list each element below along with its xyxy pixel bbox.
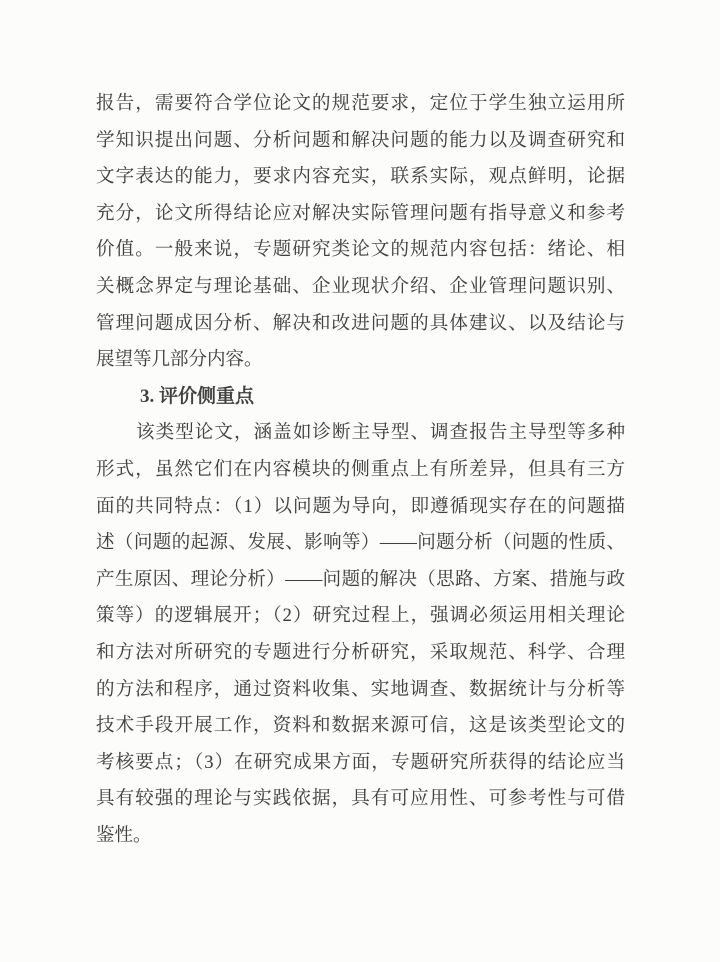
text-line: 面的共同特点：（1）以问题为导向，即遵循现实存在的问题描 [96, 496, 625, 517]
text-line: 技术手段开展工作，资料和数据来源可信，这是该类型论文的 [96, 716, 625, 737]
text-line: 该类型论文，涵盖如诊断主导型、调查报告主导型等多种 [136, 423, 625, 444]
text-block [96, 86, 625, 854]
text-line: 产生原因、理论分析）——问题的解决（思路、方案、措施与政 [96, 569, 625, 590]
text-line: 考核要点；（3）在研究成果方面，专题研究所获得的结论应当 [96, 752, 625, 773]
section-heading: 3. 评价侧重点 [140, 385, 255, 407]
text-line: 和方法对所研究的专题进行分析研究，采取规范、科学、合理 [96, 642, 625, 663]
text-line: 文字表达的能力，要求内容充实，联系实际，观点鲜明，论据 [96, 167, 625, 188]
text-line: 鉴性。 [96, 825, 152, 846]
text-line: 的方法和程序，通过资料收集、实地调查、数据统计与分析等 [96, 679, 625, 700]
text-line: 报告，需要符合学位论文的规范要求，定位于学生独立运用所 [96, 94, 625, 114]
text-line: 策等）的逻辑展开；（2）研究过程上，强调必须运用相关理论 [96, 606, 625, 627]
text-line: 价值。一般来说，专题研究类论文的规范内容包括：绪论、相 [96, 240, 625, 261]
text-line: 具有较强的理论与实践依据，具有可应用性、可参考性与可借 [96, 789, 625, 810]
text-line: 学知识提出问题、分析问题和解决问题的能力以及调查研究和 [96, 130, 625, 151]
text-line: 述（问题的起源、发展、影响等）——问题分析（问题的性质、 [96, 533, 625, 554]
text-line: 管理问题成因分析、解决和改进问题的具体建议、以及结论与 [96, 313, 625, 334]
text-line: 形式，虽然它们在内容模块的侧重点上有所差异，但具有三方 [96, 459, 625, 480]
text-line: 关概念界定与理论基础、企业现状介绍、企业管理问题识别、 [96, 276, 625, 297]
text-line: 展望等几部分内容。 [96, 350, 263, 371]
text-line: 充分，论文所得结论应对解决实际管理问题有指导意义和参考 [96, 203, 625, 224]
